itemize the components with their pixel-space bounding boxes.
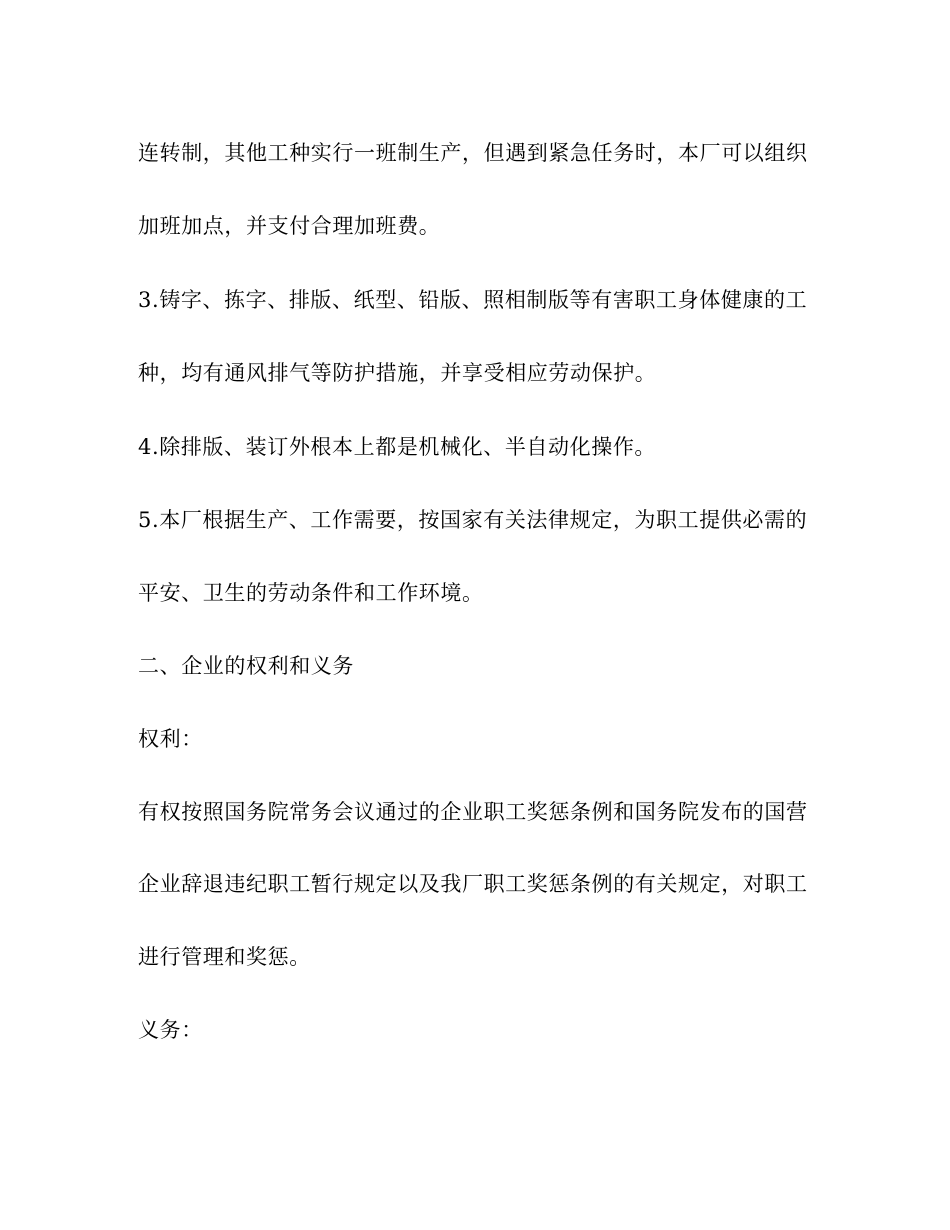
section-heading: 二、企业的权利和义务 [138,654,354,678]
paragraph-line-10: 有权按照国务院常务会议通过的企业职工奖惩条例和国务院发布的国营 [138,800,808,824]
paragraph-line-7: 平安、卫生的劳动条件和工作环境。 [138,581,484,605]
paragraph-line-11: 企业辞退违纪职工暂行规定以及我厂职工奖惩条例的有关规定，对职工 [138,872,808,896]
paragraph-line-5: 4.除排版、装订外根本上都是机械化、半自动化操作。 [138,435,657,459]
paragraph-line-12: 进行管理和奖惩。 [138,945,311,969]
paragraph-line-6: 5.本厂根据生产、工作需要，按国家有关法律规定，为职工提供必需的 [138,508,808,532]
paragraph-line-4: 种，均有通风排气等防护措施，并享受相应劳动保护。 [138,361,657,385]
rights-label: 权利： [138,727,203,751]
paragraph-line-3: 3.铸字、拣字、排版、纸型、铅版、照相制版等有害职工身体健康的工 [138,288,808,312]
paragraph-line-2: 加班加点，并支付合理加班费。 [138,214,441,238]
obligations-label: 义务： [138,1018,203,1042]
paragraph-line-1: 连转制，其他工种实行一班制生产，但遇到紧急任务时，本厂可以组织 [138,141,808,165]
